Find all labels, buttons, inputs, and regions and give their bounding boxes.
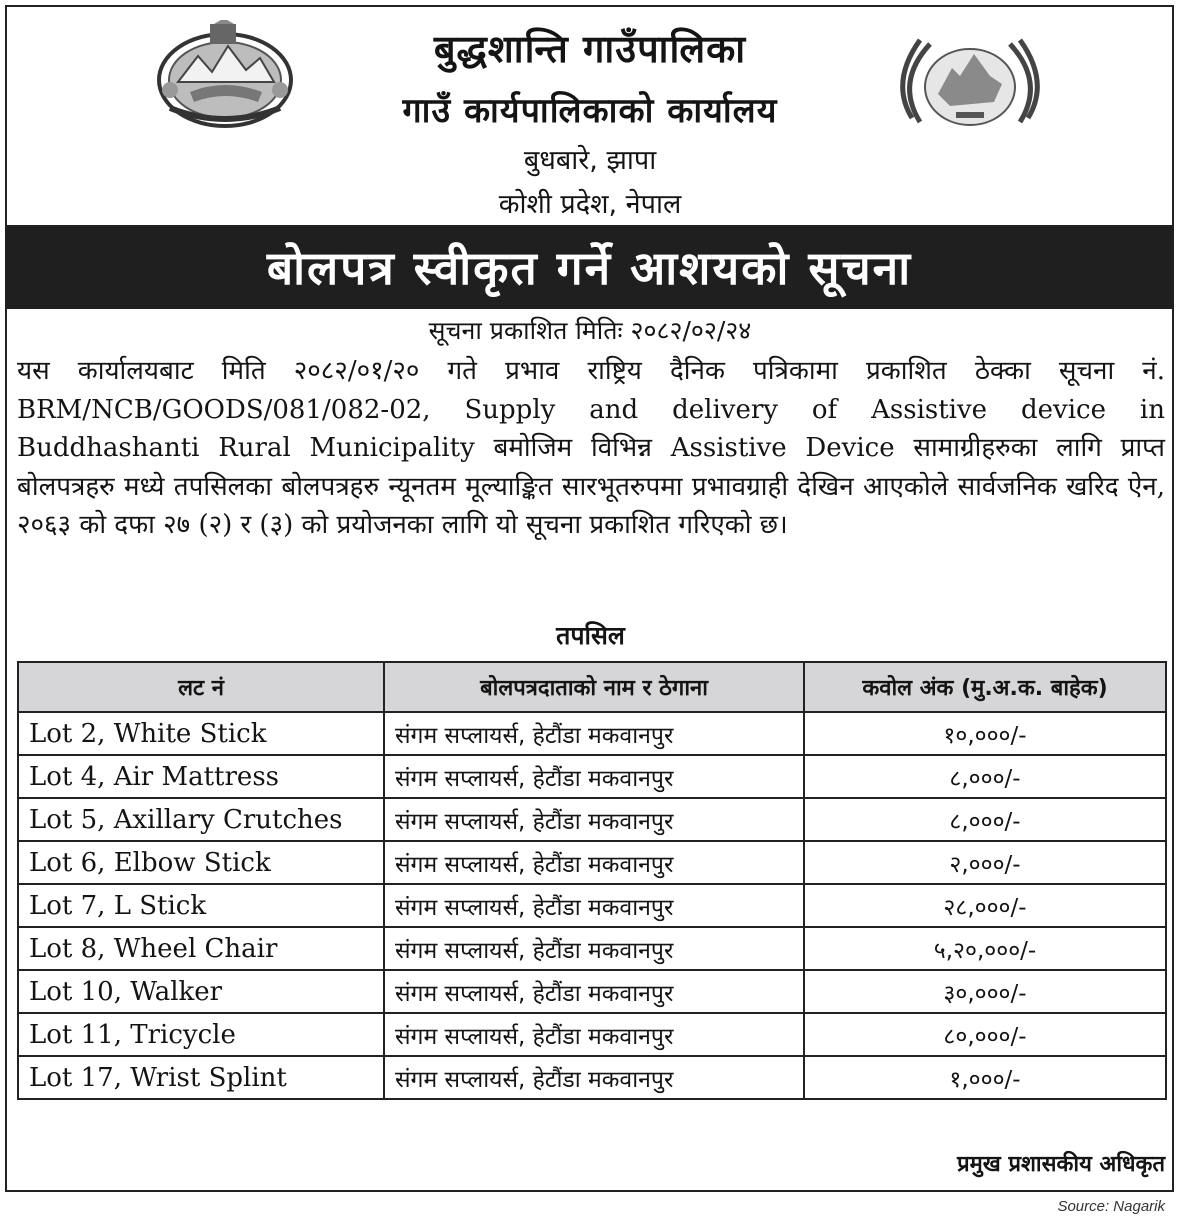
table-row	[18, 841, 1166, 884]
amount-cell: २८,०००/-	[804, 884, 1166, 927]
nepal-government-emblem-icon	[150, 20, 300, 132]
table-row	[18, 755, 1166, 798]
bidder-cell: संगम सप्लायर्स, हेटौंडा मकवानपुर	[384, 1056, 804, 1099]
column-header-bidder: बोलपत्रदाताको नाम र ठेगाना	[384, 662, 804, 712]
lot-cell: Lot 6, Elbow Stick	[18, 841, 384, 884]
amount-cell: ५,२०,०००/-	[804, 927, 1166, 970]
bidder-cell: संगम सप्लायर्स, हेटौंडा मकवानपुर	[384, 927, 804, 970]
amount-cell: ८,०००/-	[804, 798, 1166, 841]
bidder-cell: संगम सप्लायर्स, हेटौंडा मकवानपुर	[384, 970, 804, 1013]
address-line-2: कोशी प्रदेश, नेपाल	[498, 189, 682, 220]
table-row	[18, 927, 1166, 970]
notice-title-banner: बोलपत्र स्वीकृत गर्ने आशयको सूचना	[5, 227, 1174, 309]
table-row	[18, 884, 1166, 927]
bid-table	[17, 661, 1167, 1100]
office-name: गाउँ कार्यपालिकाको कार्यालय	[402, 91, 778, 131]
amount-cell: ३०,०००/-	[804, 970, 1166, 1013]
amount-cell: ८,०००/-	[804, 755, 1166, 798]
bidder-cell: संगम सप्लायर्स, हेटौंडा मकवानपुर	[384, 1013, 804, 1056]
bidder-cell: संगम सप्लायर्स, हेटौंडा मकवानपुर	[384, 755, 804, 798]
lot-cell: Lot 5, Axillary Crutches	[18, 798, 384, 841]
lot-cell: Lot 7, L Stick	[18, 884, 384, 927]
lot-cell: Lot 17, Wrist Splint	[18, 1056, 384, 1099]
lot-cell: Lot 8, Wheel Chair	[18, 927, 384, 970]
bidder-cell: संगम सप्लायर्स, हेटौंडा मकवानपुर	[384, 884, 804, 927]
lot-cell: Lot 2, White Stick	[18, 712, 384, 755]
bidder-cell: संगम सप्लायर्स, हेटौंडा मकवानपुर	[384, 841, 804, 884]
schedule-title: तपसिल	[556, 621, 625, 650]
amount-cell: २,०००/-	[804, 841, 1166, 884]
amount-cell: १०,०००/-	[804, 712, 1166, 755]
org-name: बुद्धशान्ति गाउँपालिका	[433, 27, 747, 71]
column-header-lot: लट नं	[18, 662, 384, 712]
table-row	[18, 1056, 1166, 1099]
notice-body: यस कार्यालयबाट मिति २०८२/०१/२० गते प्रभाव राष्ट्रिय दैनिक पत्रिकामा प्रकाशित ठेक्का सूचना नं. BRM/NCB/GOODS/081/082-02, Supply and delivery of Assistive device in Buddhashanti Rural Municipality बमोजिम विभिन्न Assistive Device सामाग्रीहरुका लागि प्राप्त बोलपत्रहरु मध्ये तपसिलका बोलपत्रहरु न्यूनतम मूल्याङ्कित सारभूतरुपमा प्रभावग्राही देखिन आएकोले सार्वजनिक खरिद ऐन, २०६३ को दफा २७ (२) र (३) को प्रयोजनका लागि यो सूचना प्रकाशित गरिएको छ।	[17, 356, 1165, 541]
lot-cell: Lot 10, Walker	[18, 970, 384, 1013]
source-credit: Source: Nagarik	[1057, 1198, 1165, 1215]
municipality-logo-icon	[890, 32, 1050, 132]
address-line-1: बुधबारे, झापा	[523, 145, 657, 176]
table-row	[18, 970, 1166, 1013]
lot-cell: Lot 11, Tricycle	[18, 1013, 384, 1056]
signatory: प्रमुख प्रशासकीय अधिकृत	[957, 1152, 1165, 1177]
amount-cell: १,०००/-	[804, 1056, 1166, 1099]
table-row	[18, 798, 1166, 841]
table-row	[18, 1013, 1166, 1056]
table-row	[18, 712, 1166, 755]
bidder-cell: संगम सप्लायर्स, हेटौंडा मकवानपुर	[384, 798, 804, 841]
table-header-row	[18, 662, 1166, 712]
bidder-cell: संगम सप्लायर्स, हेटौंडा मकवानपुर	[384, 712, 804, 755]
lot-cell: Lot 4, Air Mattress	[18, 755, 384, 798]
amount-cell: ८०,०००/-	[804, 1013, 1166, 1056]
column-header-amount: कवोल अंक (मु.अ.क. बाहेक)	[804, 662, 1166, 712]
published-date: सूचना प्रकाशित मितिः २०८२/०२/२४	[428, 316, 752, 345]
